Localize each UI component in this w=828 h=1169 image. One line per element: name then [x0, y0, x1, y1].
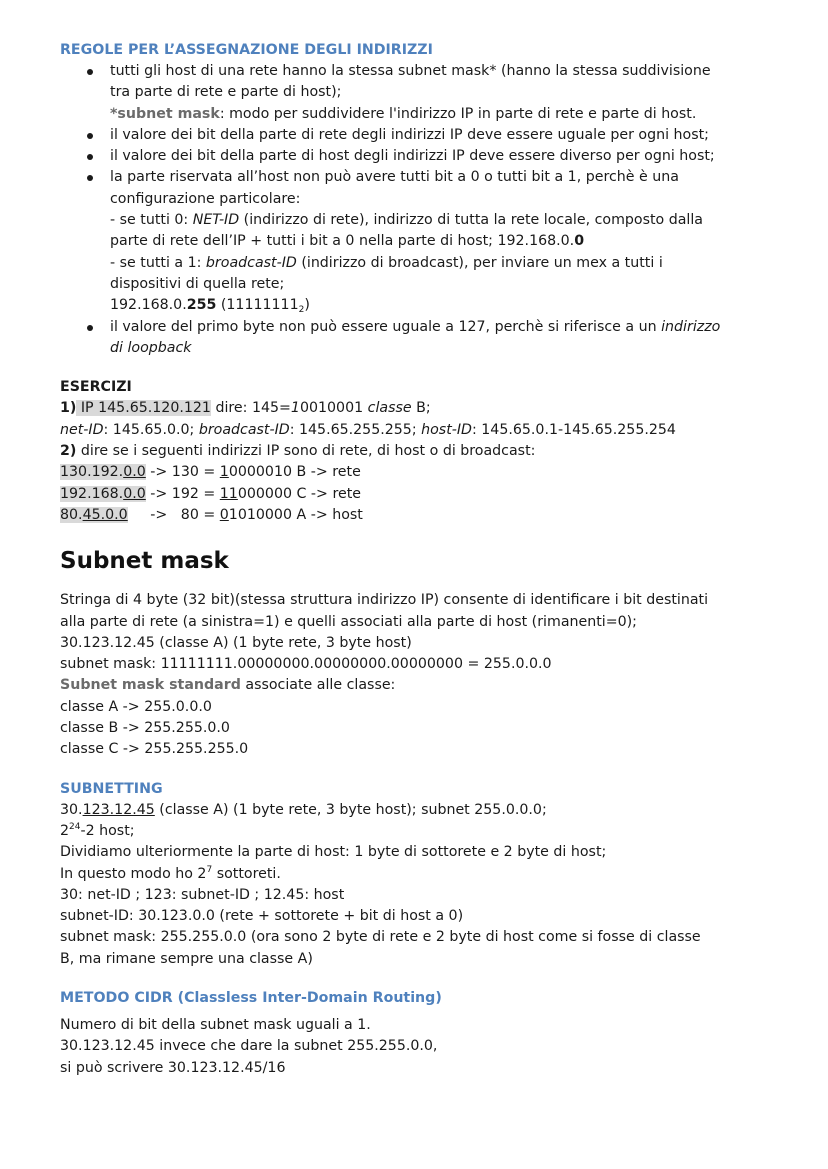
- text-span: sottoreti.: [212, 865, 281, 882]
- text-span: -> 192 =: [145, 485, 220, 502]
- text-span: 1010000 A -> host: [228, 506, 363, 523]
- subnet-mask-term: *subnet mask: [110, 105, 220, 122]
- rule-line: il valore dei bit della parte di host degli indirizzi IP deve essere diverso per ogni host;: [110, 148, 715, 165]
- superscript: 7: [206, 864, 213, 875]
- rule-item: [60, 317, 772, 360]
- bold-255: 255: [186, 297, 217, 314]
- text-span: dire: 145=: [210, 400, 291, 417]
- rule-note: [110, 104, 772, 125]
- text-span: - se tutti 0:: [110, 212, 193, 229]
- highlighted-ip: IP 145.65.120.121: [76, 400, 211, 417]
- highlighted-ip: [60, 486, 146, 502]
- text-line: [60, 821, 772, 842]
- exercise-row: [60, 505, 772, 526]
- text-line: Numero di bit della subnet mask uguali a 1.: [60, 1016, 371, 1033]
- rule-item: [60, 146, 772, 167]
- text-line: 30: net-ID ; 123: subnet-ID ; 12.45: host: [60, 886, 345, 903]
- text-span: 0010001: [299, 400, 368, 417]
- text-span: classe: [367, 400, 412, 417]
- class-mask-line: classe B -> 255.255.0.0: [60, 720, 230, 737]
- text-span: 11: [219, 485, 238, 502]
- rule-item: [60, 61, 772, 125]
- text-span: B;: [411, 400, 431, 417]
- rule-item: [60, 125, 772, 146]
- text-span: associate alle classe:: [240, 677, 396, 694]
- exercise-number: 1): [60, 400, 77, 417]
- text-span: (indirizzo di rete), indirizzo di tutta la rete locale, composto dalla: [239, 212, 704, 229]
- spacer: [60, 576, 772, 590]
- subnetting-heading: SUBNETTING: [60, 780, 163, 797]
- rule-note-text: : modo per suddividere l'indirizzo IP in parte di rete e parte di host.: [219, 105, 697, 122]
- text-span: 0.0: [123, 464, 146, 481]
- rule-line: [110, 231, 772, 252]
- text-span: In questo modo ho 2: [60, 865, 207, 882]
- text-span: 80.: [60, 506, 83, 523]
- text-span: 192.168.: [60, 485, 124, 502]
- exercise-row: [60, 462, 772, 483]
- text-span: il valore del primo byte non può essere uguale a 127, perchè si riferisce a un: [110, 318, 662, 335]
- spacer: [60, 761, 772, 779]
- text-line: 30.123.12.45 invece che dare la subnet 255.255.0.0,: [60, 1038, 438, 1055]
- text-span: 0: [219, 506, 229, 523]
- text-line: [60, 864, 772, 885]
- text-line: Dividiamo ulteriormente la parte di host: 1 byte di sottorete e 2 byte di host;: [60, 844, 607, 861]
- text-line: subnet mask: 255.255.0.0 (ora sono 2 byte di rete e 2 byte di host come si fosse di classe: [60, 929, 701, 946]
- loopback-term: di loopback: [110, 339, 192, 356]
- text-line: B, ma rimane sempre una classe A): [60, 950, 313, 967]
- standard-mask-term: Subnet mask standard: [60, 677, 241, 694]
- text-span: 1: [290, 400, 300, 417]
- text-span: (11111111: [216, 297, 299, 314]
- exercise-row: [60, 484, 772, 505]
- text-span: 123.12.45: [82, 801, 155, 818]
- rule-line: [110, 295, 772, 316]
- broadcast-id-term: broadcast-ID: [205, 254, 297, 271]
- rule-line: [110, 317, 772, 338]
- highlighted-ip: [60, 464, 146, 480]
- class-mask-line: classe C -> 255.255.255.0: [60, 741, 249, 758]
- rule-line: il valore dei bit della parte di rete degli indirizzi IP deve essere uguale per ogni host;: [110, 126, 709, 143]
- text-span: -2 host;: [80, 822, 135, 839]
- text-span: (indirizzo di broadcast), per inviare un mex a tutti i: [296, 254, 663, 271]
- text-span: 192.168.0.: [110, 297, 187, 314]
- text-span: net-ID: [60, 421, 104, 438]
- rule-item: [60, 167, 772, 316]
- rule-line: la parte riservata all’host non può avere tutti bit a 0 o tutti bit a 1, perchè è una: [110, 169, 679, 186]
- exercise-2: [60, 441, 772, 462]
- rules-heading: REGOLE PER L’ASSEGNAZIONE DEGLI INDIRIZZI: [60, 42, 433, 58]
- spacer: [60, 970, 772, 988]
- esercizi-heading: ESERCIZI: [60, 379, 132, 396]
- cidr-heading: METODO CIDR (Classless Inter-Domain Routing): [60, 989, 442, 1006]
- text-span: -> 80 =: [127, 506, 220, 523]
- text-span: dire se i seguenti indirizzi IP sono di rete, di host o di broadcast:: [76, 443, 536, 460]
- exercise-1-ids: [60, 420, 772, 441]
- net-id-term: NET-ID: [192, 212, 240, 229]
- text-span: 2: [60, 822, 70, 839]
- text-span: parte di rete dell’IP + tutti i bit a 0 nella parte di host; 192.168.0.: [110, 233, 575, 250]
- rule-line: configurazione particolare:: [110, 190, 301, 207]
- text-line: si può scrivere 30.123.12.45/16: [60, 1059, 286, 1076]
- rule-line: tutti gli host di una rete hanno la stessa subnet mask* (hanno la stessa suddivisione: [110, 63, 711, 79]
- spacer: [60, 359, 772, 377]
- exercise-number: 2): [60, 443, 77, 460]
- text-line: 30.123.12.45 (classe A) (1 byte rete, 3 byte host): [60, 634, 412, 651]
- exercise-1: [60, 398, 772, 419]
- text-span: host-ID: [421, 421, 472, 438]
- text-line: [60, 800, 772, 821]
- text-line: alla parte di rete (a sinistra=1) e quelli associati alla parte di host (rimanenti=0);: [60, 613, 637, 630]
- subscript-2: 2: [298, 305, 305, 316]
- spacer: [60, 526, 772, 546]
- bold-zero: 0: [574, 233, 585, 250]
- rule-line: [110, 253, 772, 274]
- text-span: 130.192.: [60, 464, 124, 481]
- text-span: : 145.65.0.1-145.65.255.254: [471, 421, 676, 438]
- subnet-mask-heading: Subnet mask: [60, 548, 229, 575]
- text-span: 0.0: [123, 485, 146, 502]
- text-span: - se tutti a 1:: [110, 254, 206, 271]
- text-span: broadcast-ID: [198, 421, 290, 438]
- text-span: 30.: [60, 801, 83, 818]
- text-span: (classe A) (1 byte rete, 3 byte host); subnet 255.0.0.0;: [154, 801, 547, 818]
- text-span: 1: [219, 464, 229, 481]
- text-line: subnet mask: 11111111.00000000.00000000.00000000 = 255.0.0.0: [60, 656, 552, 673]
- text-line: [60, 675, 772, 696]
- rules-list: [60, 61, 772, 359]
- rule-line: dispositivi di quella rete;: [110, 275, 285, 292]
- class-mask-line: classe A -> 255.0.0.0: [60, 698, 212, 715]
- text-span: : 145.65.0.0;: [103, 421, 199, 438]
- highlighted-ip: [60, 507, 128, 523]
- text-line: Stringa di 4 byte (32 bit)(stessa struttura indirizzo IP) consente di identificare i bit destinati: [60, 592, 709, 609]
- text-span: 000000 C -> rete: [237, 485, 361, 502]
- text-span: -> 130 =: [145, 464, 220, 481]
- loopback-term: indirizzo: [661, 318, 721, 335]
- text-span: 45.0.0: [82, 506, 128, 523]
- rule-line: [110, 210, 772, 231]
- rule-line: tra parte di rete e parte di host);: [110, 84, 342, 101]
- superscript: 24: [69, 821, 81, 832]
- text-span: : 145.65.255.255;: [289, 421, 422, 438]
- text-span: 0000010 B -> rete: [228, 464, 361, 481]
- text-span: ): [304, 297, 310, 314]
- text-line: subnet-ID: 30.123.0.0 (rete + sottorete + bit di host a 0): [60, 908, 464, 925]
- rule-line: [110, 338, 772, 359]
